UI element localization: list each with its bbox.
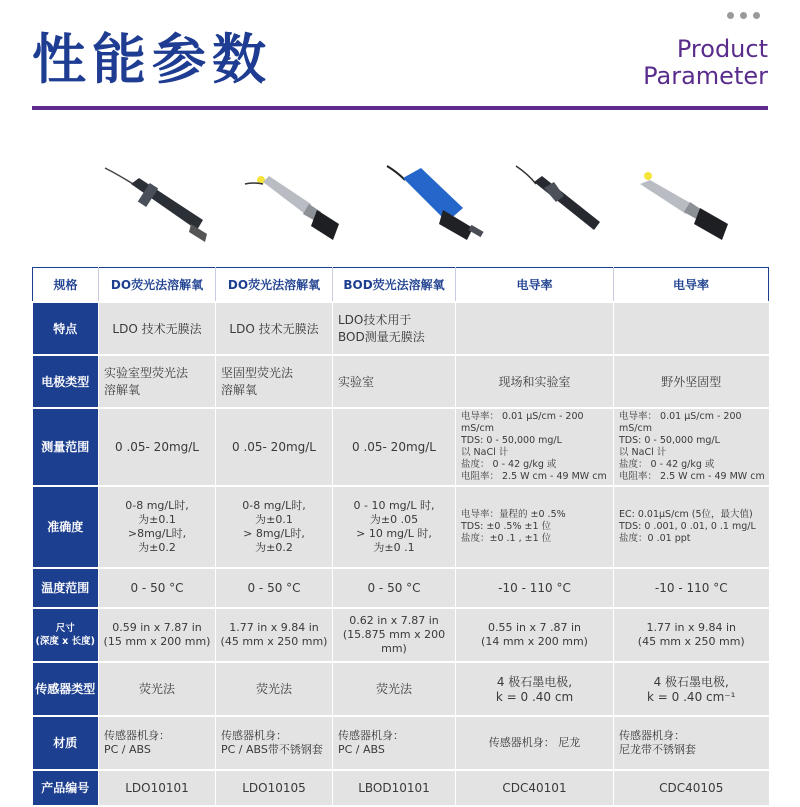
table-cell: 0 - 50 °C (99, 568, 216, 608)
header-col-4: 电导率 (456, 268, 614, 302)
row-label: 准确度 (33, 486, 99, 568)
row-label: 材质 (33, 716, 99, 770)
product-image-lbod10101 (383, 160, 493, 250)
table-cell: LBOD10101 (333, 770, 456, 806)
row-label: 电极类型 (33, 355, 99, 408)
table-cell: 0 .05- 20mg/L (216, 408, 333, 486)
table-cell: 荧光法 (99, 662, 216, 716)
table-cell: 传感器机身： 尼龙 (456, 716, 614, 770)
table-cell: LDO10101 (99, 770, 216, 806)
table-cell: -10 - 110 °C (614, 568, 769, 608)
table-cell: 4 极石墨电极, k = 0 .40 cm (456, 662, 614, 716)
row-label: 测量范围 (33, 408, 99, 486)
table-cell: -10 - 110 °C (456, 568, 614, 608)
table-cell: 荧光法 (216, 662, 333, 716)
table-cell: 0 - 50 °C (333, 568, 456, 608)
table-cell: 传感器机身： PC / ABS带不锈钢套 (216, 716, 333, 770)
header-col-2: DO荧光法溶解氧 (216, 268, 333, 302)
table-cell: 实验室型荧光法 溶解氧 (99, 355, 216, 408)
header-col-1: DO荧光法溶解氧 (99, 268, 216, 302)
table-cell: 传感器机身： PC / ABS (333, 716, 456, 770)
header-spec: 规格 (33, 268, 99, 302)
row-sensor-type (33, 662, 769, 716)
table-cell: 电导率： 0.01 μS/cm - 200 mS/cm TDS: 0 - 50,000 mg/L 以 NaCl 计 盐度： 0 - 42 g/kg 或 电阻率： 2.5 W cm - 49 MW cm (456, 408, 614, 486)
table-cell: 电导率： 0.01 μS/cm - 200 mS/cm TDS: 0 - 50,000 mg/L 以 NaCl 计 盐度： 0 - 42 g/kg 或 电阻率： 2.5 W cm - 49 MW cm (614, 408, 769, 486)
table-cell: 0.59 in x 7.87 in (15 mm x 200 mm) (99, 608, 216, 662)
table-cell: CDC40101 (456, 770, 614, 806)
table-cell: 荧光法 (333, 662, 456, 716)
subtitle-line-1: Product (676, 35, 768, 63)
table-cell: 0 .05- 20mg/L (99, 408, 216, 486)
table-cell: 0.62 in x 7.87 in (15.875 mm x 200 mm) (333, 608, 456, 662)
table-cell: 0-8 mg/L时, 为±0.1 >8mg/L时, 为±0.2 (99, 486, 216, 568)
page-subtitle (643, 36, 768, 90)
subtitle-line-2: Parameter (643, 62, 768, 90)
table-cell: LDO 技术无膜法 (99, 302, 216, 355)
row-electrode-type (33, 355, 769, 408)
row-label: 传感器类型 (33, 662, 99, 716)
product-image-cdc40105 (630, 160, 742, 250)
table-cell: LDO技术用于 BOD测量无膜法 (333, 302, 456, 355)
row-material (33, 716, 769, 770)
table-cell: 1.77 in x 9.84 in (45 mm x 250 mm) (216, 608, 333, 662)
table-cell: 电导率：量程的 ±0 .5% TDS: ±0 .5% ±1 位 盐度：±0 .1 , ±1 位 (456, 486, 614, 568)
table-cell: 1.77 in x 9.84 in (45 mm x 250 mm) (614, 608, 769, 662)
table-cell: 0 - 10 mg/L 时, 为±0 .05 > 10 mg/L 时, 为±0 .1 (333, 486, 456, 568)
table-cell: 传感器机身： 尼龙带不锈钢套 (614, 716, 769, 770)
table-header-row (33, 268, 769, 302)
table-cell: 0-8 mg/L时, 为±0.1 > 8mg/L时, 为±0.2 (216, 486, 333, 568)
table-cell: 坚固型荧光法 溶解氧 (216, 355, 333, 408)
table-cell: 4 极石墨电极, k = 0 .40 cm⁻¹ (614, 662, 769, 716)
title-divider (32, 106, 768, 110)
table-cell: 0 - 50 °C (216, 568, 333, 608)
table-cell: 实验室 (333, 355, 456, 408)
product-image-ldo10105 (233, 160, 345, 250)
more-options-icon[interactable] (727, 12, 760, 19)
table-cell: LDO10105 (216, 770, 333, 806)
table-cell: 0 .05- 20mg/L (333, 408, 456, 486)
row-features (33, 302, 769, 355)
header-col-3: BOD荧光法溶解氧 (333, 268, 456, 302)
table-cell: 0.55 in x 7 .87 in (14 mm x 200 mm) (456, 608, 614, 662)
row-label: 特点 (33, 302, 99, 355)
table-cell (614, 302, 769, 355)
product-image-ldo10101 (103, 160, 215, 250)
row-temperature-range (33, 568, 769, 608)
table-cell (456, 302, 614, 355)
header-col-5: 电导率 (614, 268, 769, 302)
page-title: 性能参数 (32, 28, 272, 91)
row-dimensions (33, 608, 769, 662)
product-image-cdc40101 (510, 160, 610, 250)
row-label: 尺寸 (深度 x 长度) (33, 608, 99, 662)
table-cell: EC: 0.01μS/cm (5位，最大值) TDS: 0 .001, 0 .01, 0 .1 mg/L 盐度：0 .01 ppt (614, 486, 769, 568)
table-cell: 传感器机身： PC / ABS (99, 716, 216, 770)
row-product-number (33, 770, 769, 806)
table-cell: 现场和实验室 (456, 355, 614, 408)
row-measurement-range (33, 408, 769, 486)
row-accuracy (33, 486, 769, 568)
row-label: 产品编号 (33, 770, 99, 806)
row-label: 温度范围 (33, 568, 99, 608)
table-cell: 野外坚固型 (614, 355, 769, 408)
spec-table (32, 267, 769, 807)
table-cell: LDO 技术无膜法 (216, 302, 333, 355)
table-cell: CDC40105 (614, 770, 769, 806)
